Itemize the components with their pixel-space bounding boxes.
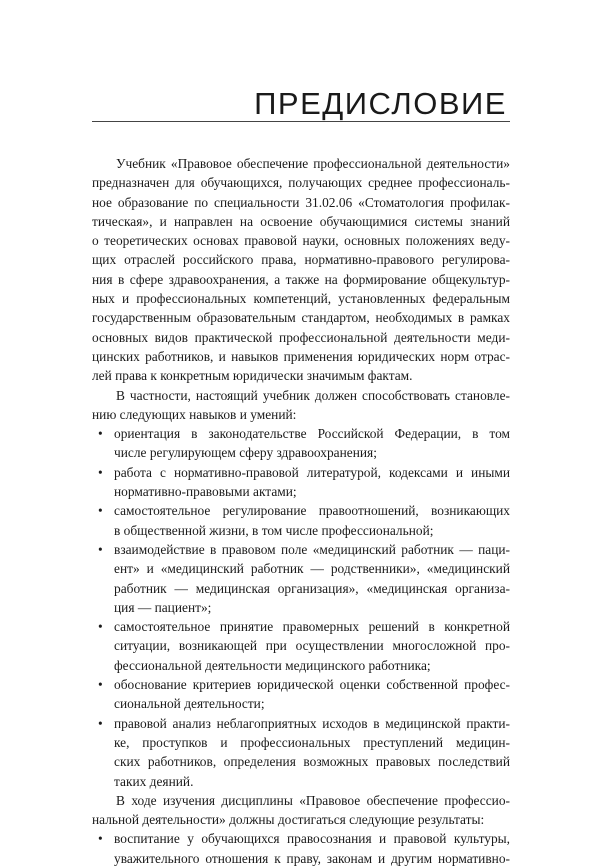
page-title: ПРЕДИСЛОВИЕ bbox=[254, 86, 507, 121]
bullet-icon: • bbox=[98, 464, 103, 480]
text-line: • воспитание у обучающихся правосознания и правовой культуры, bbox=[92, 829, 510, 848]
text-line: работник — медицинская организация», «медицинская организа- bbox=[114, 580, 510, 596]
text-line: Учебник «Правовое обеспечение профессиональной деятельности» bbox=[116, 156, 510, 171]
text-line: ситуации, возникающей при осуществлении многосложной про- bbox=[114, 638, 510, 654]
text-line: нию следующих навыков и умений: bbox=[92, 406, 297, 422]
text-line: тическая», и направлен на освоение обучающимися системы знаний bbox=[92, 213, 510, 229]
text-line: • правовой анализ неблагоприятных исходов в медицинской практи- bbox=[92, 714, 510, 733]
text-line: основных видов практической профессиональной деятельности меди- bbox=[92, 329, 510, 345]
skills-intro-paragraph bbox=[92, 386, 510, 425]
text-line: предназначен для обучающихся, получающих среднее профессиональ- bbox=[92, 175, 510, 191]
intro-paragraph bbox=[92, 154, 510, 386]
list-item bbox=[92, 714, 510, 791]
text-line: в общественной жизни, в том числе профессиональной; bbox=[114, 522, 434, 538]
bullet-icon: • bbox=[98, 715, 103, 731]
bullet-icon: • bbox=[98, 677, 103, 693]
list-item bbox=[92, 424, 510, 463]
bullet-icon: • bbox=[98, 541, 103, 557]
list-item bbox=[92, 501, 510, 540]
text-line: лей права к конкретным юридически значимым фактам. bbox=[92, 368, 413, 384]
list-item bbox=[92, 617, 510, 675]
list-item bbox=[92, 540, 510, 617]
text-line: ния в сфере здравоохранения, а также на формирование общекультур- bbox=[92, 271, 510, 287]
text-line: ке, проступков и профессиональных преступлений медицин- bbox=[114, 734, 510, 750]
title-divider bbox=[92, 121, 510, 122]
list-item bbox=[92, 463, 510, 502]
text-line: • обоснование критериев юридической оценки собственной профес- bbox=[92, 675, 510, 694]
text-line: • самостоятельное принятие правомерных решений в конкретной bbox=[92, 617, 510, 636]
text-line: о теоретических основах правовой науки, основных положениях веду- bbox=[92, 233, 510, 249]
results-list bbox=[92, 829, 510, 868]
text-line: щих отраслей российского права, нормативно-правового регулирова- bbox=[92, 252, 510, 268]
text-line: ное образование по специальности 31.02.06 «Стоматология профилак- bbox=[92, 194, 510, 210]
text-line: уважительного отношения к праву, законам и другим нормативно- bbox=[114, 850, 510, 866]
text-line: фессиональной деятельности медицинского работника; bbox=[114, 657, 431, 673]
text-line: ных и профессиональных компетенций, установленных федеральным bbox=[92, 291, 510, 307]
bullet-icon: • bbox=[98, 619, 103, 635]
body-text bbox=[92, 154, 510, 868]
bullet-icon: • bbox=[98, 426, 103, 442]
bullet-icon: • bbox=[98, 503, 103, 519]
text-line: В ходе изучения дисциплины «Правовое обеспечение профессио- bbox=[116, 792, 510, 808]
text-line: • ориентация в законодательстве Российской Федерации, в том bbox=[92, 424, 510, 443]
text-line: ских работников, определения возможных правовых последствий bbox=[114, 754, 510, 770]
text-line: ция — пациент»; bbox=[114, 599, 212, 615]
text-line: государственным образовательным стандартом, необходимых в рамках bbox=[92, 310, 510, 326]
text-line: ент» и «медицинский работник — родственники», «медицинский bbox=[114, 561, 510, 577]
skills-list bbox=[92, 424, 510, 791]
text-line: • работа с нормативно-правовой литературой, кодексами и иными bbox=[92, 463, 510, 482]
list-item bbox=[92, 829, 510, 868]
list-item bbox=[92, 675, 510, 714]
text-line: сиональной деятельности; bbox=[114, 696, 265, 712]
bullet-icon: • bbox=[98, 831, 103, 847]
text-line: цинских работников, и навыков применения юридических норм отрас- bbox=[92, 348, 510, 364]
text-line: В частности, настоящий учебник должен способствовать становле- bbox=[116, 387, 510, 403]
text-line: нормативно-правовыми актами; bbox=[114, 484, 297, 500]
results-intro-paragraph bbox=[92, 791, 510, 830]
text-line: таких деяний. bbox=[114, 773, 194, 789]
text-line: • самостоятельное регулирование правоотношений, возникающих bbox=[92, 501, 510, 520]
text-line: числе регулирующем сферу здравоохранения; bbox=[114, 445, 377, 461]
text-line: нальной деятельности» должны достигаться следующие результаты: bbox=[92, 812, 485, 828]
text-line: • взаимодействие в правовом поле «медицинский работник — паци- bbox=[92, 540, 510, 559]
